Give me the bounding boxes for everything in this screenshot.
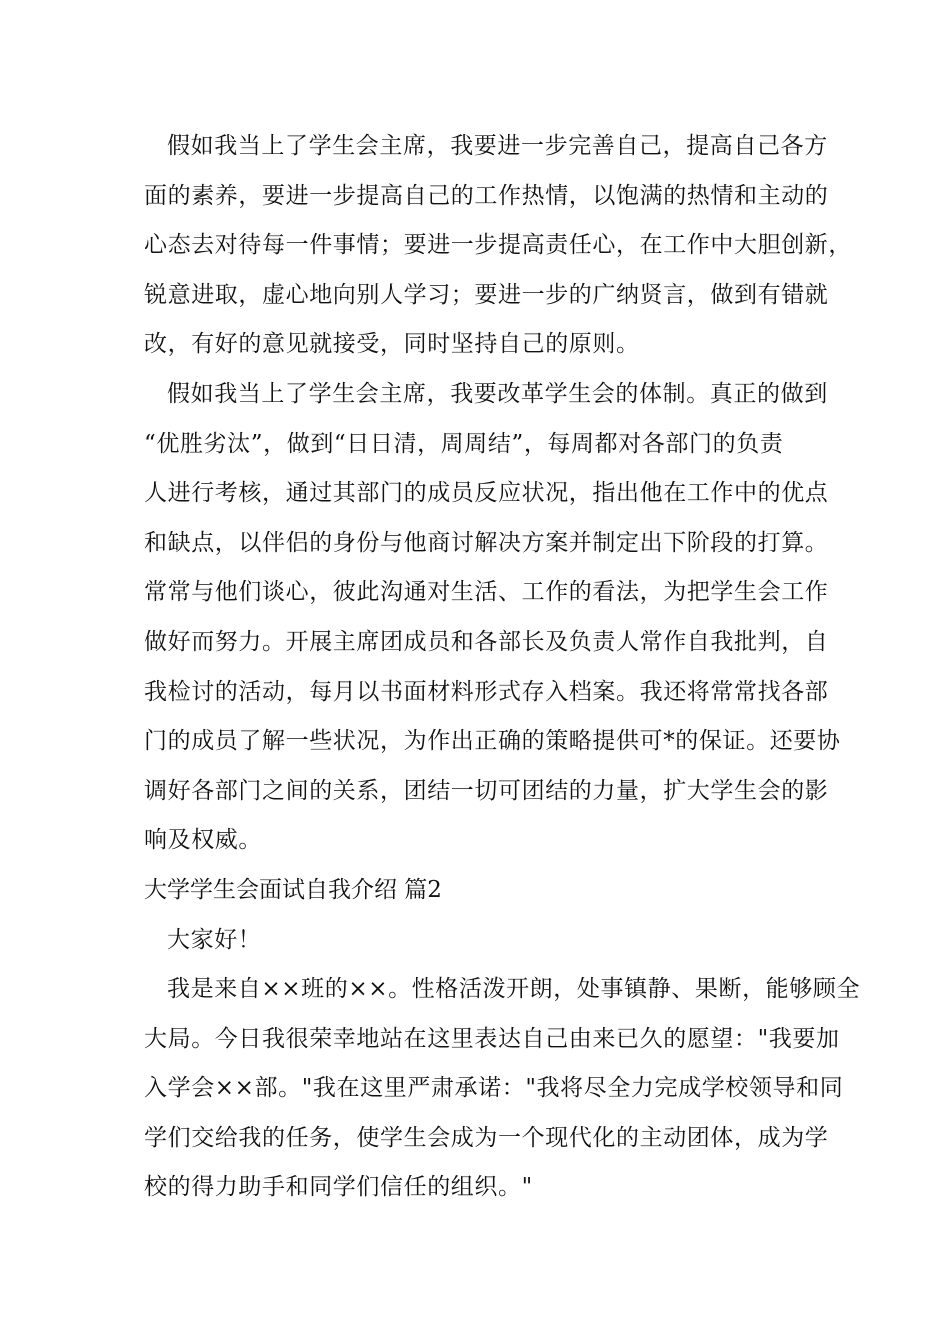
text-line: “优胜劣汰”，做到“日日清，周周结”，每周都对各部门的负责 xyxy=(144,430,784,457)
section-title: 大学学生会面试自我介绍 篇2 xyxy=(144,876,442,903)
text-line: 心态去对待每一件事情；要进一步提高责任心，在工作中大胆创新， xyxy=(144,232,852,259)
text-line: 响及权威。 xyxy=(144,827,262,854)
text-line: 假如我当上了学生会主席，我要改革学生会的体制。真正的做到 xyxy=(167,380,828,407)
text-line: 和缺点，以伴侣的身份与他商讨解决方案并制定出下阶段的打算。 xyxy=(144,529,829,556)
text-line: 我是来自××班的××。性格活泼开朗，处事镇静、果断，能够顾全 xyxy=(167,976,861,1003)
greeting: 大家好！ xyxy=(167,926,262,953)
text-line: 假如我当上了学生会主席，我要进一步完善自己，提高自己各方 xyxy=(167,133,828,159)
paragraph-2 xyxy=(144,370,841,866)
text-line: 校的得力助手和同学们信任的组织。" xyxy=(144,1174,533,1201)
document-body xyxy=(144,122,861,1213)
text-line: 面的素养，要进一步提高自己的工作热情，以饱满的热情和主动的 xyxy=(144,182,829,209)
text-line: 入学会××部。"我在这里严肃承诺："我将尽全力完成学校领导和同 xyxy=(144,1075,844,1102)
text-line: 人进行考核，通过其部门的成员反应状况，指出他在工作中的优点 xyxy=(144,480,829,507)
text-line: 常常与他们谈心，彼此沟通对生活、工作的看法，为把学生会工作 xyxy=(144,579,829,606)
text-line: 锐意进取，虚心地向别人学习；要进一步的广纳贤言，做到有错就 xyxy=(144,281,829,308)
text-line: 调好各部门之间的关系，团结一切可团结的力量，扩大学生会的影 xyxy=(144,777,829,804)
paragraph-intro xyxy=(144,965,861,1213)
text-line: 大局。今日我很荣幸地站在这里表达自己由来已久的愿望："我要加 xyxy=(144,1025,840,1052)
text-line: 做好而努力。开展主席团成员和各部长及负责人常作自我批判，自 xyxy=(144,628,829,655)
text-line: 门的成员了解一些状况，为作出正确的策略提供可*的保证。还要协 xyxy=(144,728,841,755)
text-line: 改，有好的意见就接受，同时坚持自己的原则。 xyxy=(144,331,640,358)
text-line: 学们交给我的任务，使学生会成为一个现代化的主动团体，成为学 xyxy=(144,1124,829,1151)
text-line: 我检讨的活动，每月以书面材料形式存入档案。我还将常常找各部 xyxy=(144,678,829,705)
paragraph-1 xyxy=(144,122,852,370)
